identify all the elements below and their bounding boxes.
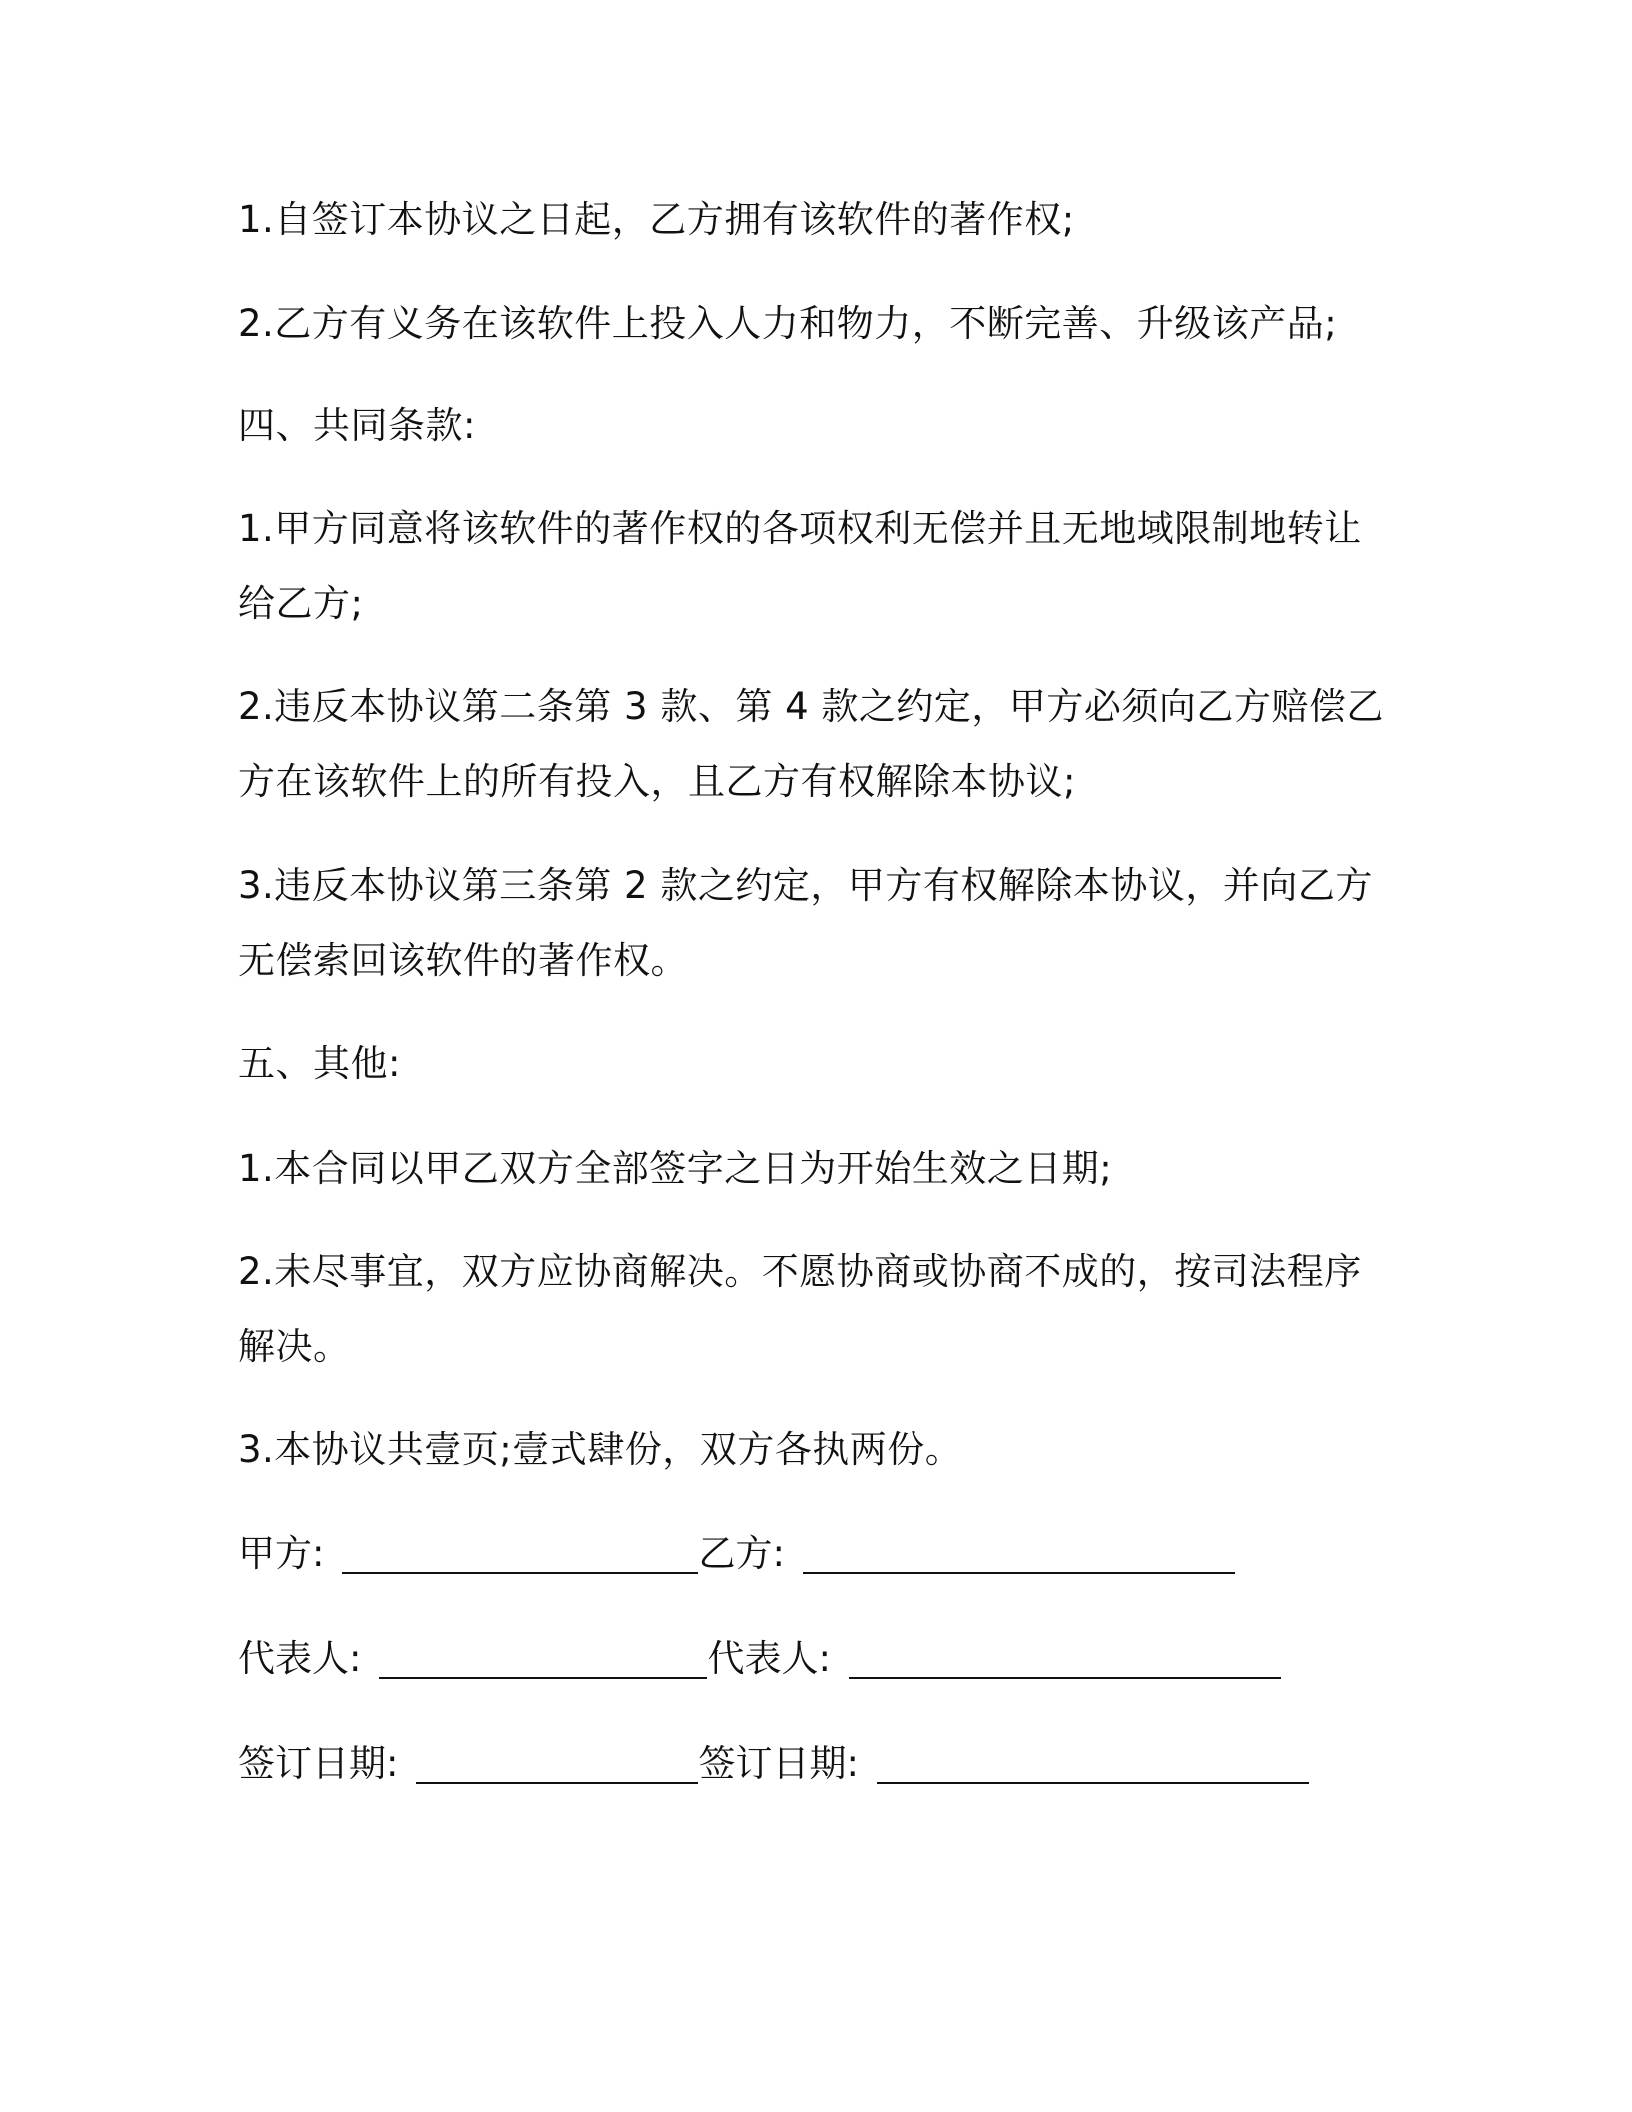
date-a-signature-blank bbox=[416, 1742, 698, 1784]
date-b-signature-blank bbox=[877, 1742, 1309, 1784]
clause-5-1: 1.本合同以甲乙双方全部签字之日为开始生效之日期; bbox=[238, 1147, 1113, 1190]
clause-4-2-line-2: 方在该软件上的所有投入，且乙方有权解除本协议; bbox=[238, 760, 1076, 803]
clause-5-2-line-2: 解决。 bbox=[238, 1325, 351, 1368]
party-a-label: 甲方: bbox=[238, 1532, 325, 1575]
rep-a-signature-blank bbox=[379, 1637, 707, 1679]
clause-5-3: 3.本协议共壹页;壹式肆份，双方各执两份。 bbox=[238, 1428, 963, 1471]
party-b-label: 乙方: bbox=[698, 1532, 785, 1575]
signature-row-party bbox=[238, 1530, 1235, 1578]
rep-b-label: 代表人: bbox=[707, 1637, 831, 1680]
clause-4-1-line-2: 给乙方; bbox=[238, 582, 364, 625]
clause-4-2-line-1: 2.违反本协议第二条第 3 款、第 4 款之约定，甲方必须向乙方赔偿乙 bbox=[238, 685, 1384, 728]
party-b-signature-blank bbox=[803, 1532, 1235, 1574]
section-heading-4: 四、共同条款: bbox=[238, 404, 476, 447]
clause-3-1: 1.自签订本协议之日起，乙方拥有该软件的著作权; bbox=[238, 198, 1075, 241]
clause-4-1-line-1: 1.甲方同意将该软件的著作权的各项权利无偿并且无地域限制地转让 bbox=[238, 507, 1362, 550]
party-a-signature-blank bbox=[342, 1532, 698, 1574]
signature-row-date bbox=[238, 1740, 1309, 1788]
date-b-label: 签订日期: bbox=[698, 1742, 859, 1785]
clause-4-3-line-1: 3.违反本协议第三条第 2 款之约定，甲方有权解除本协议，并向乙方 bbox=[238, 864, 1373, 907]
clause-4-3-line-2: 无偿索回该软件的著作权。 bbox=[238, 939, 688, 982]
rep-a-label: 代表人: bbox=[238, 1637, 362, 1680]
signature-row-representative bbox=[238, 1635, 1281, 1683]
clause-5-2-line-1: 2.未尽事宜，双方应协商解决。不愿协商或协商不成的，按司法程序 bbox=[238, 1250, 1362, 1293]
rep-b-signature-blank bbox=[849, 1637, 1281, 1679]
clause-3-2: 2.乙方有义务在该软件上投入人力和物力，不断完善、升级该产品; bbox=[238, 302, 1338, 345]
section-heading-5: 五、其他: bbox=[238, 1042, 401, 1085]
date-a-label: 签订日期: bbox=[238, 1742, 399, 1785]
